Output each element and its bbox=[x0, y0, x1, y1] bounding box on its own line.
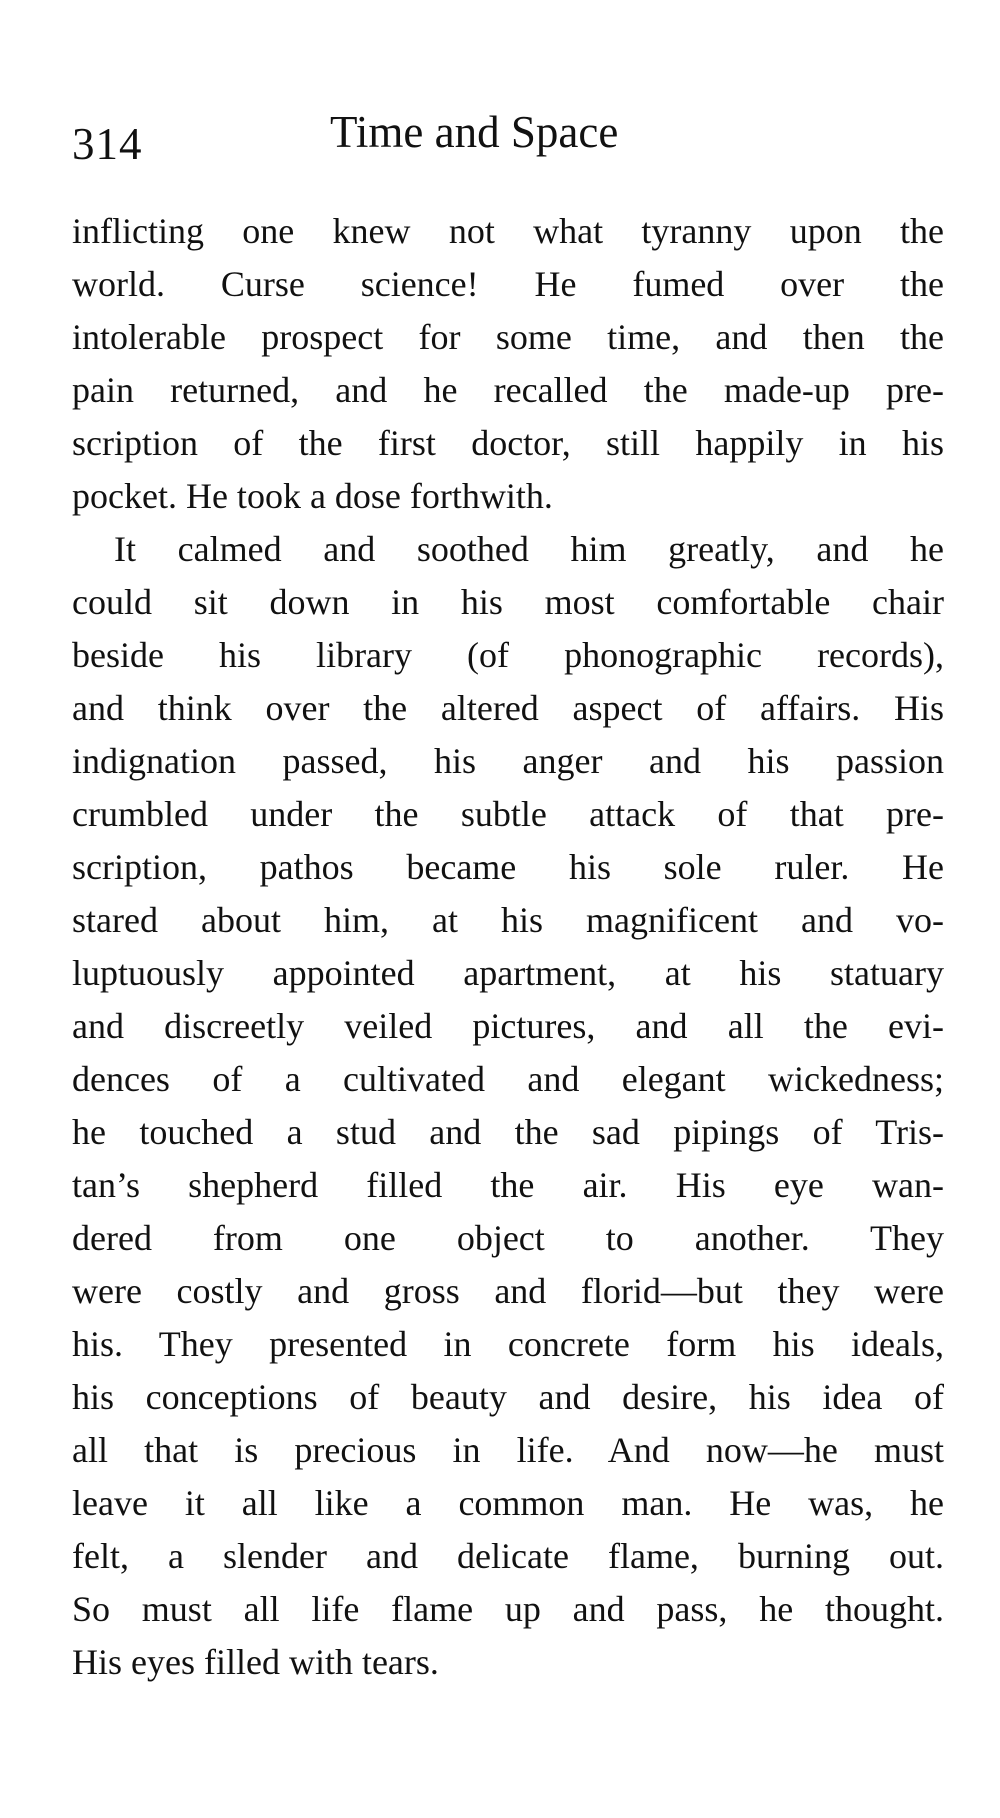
text-line: crumbled under the subtle attack of that pre- bbox=[72, 794, 944, 834]
text-line: dered from one object to another. They bbox=[72, 1218, 944, 1258]
text-line: It calmed and soothed him greatly, and he bbox=[114, 529, 944, 569]
text-line: felt, a slender and delicate flame, burning out. bbox=[72, 1536, 944, 1576]
text-line: inflicting one knew not what tyranny upon the bbox=[72, 211, 944, 251]
text-line: could sit down in his most comfortable chair bbox=[72, 582, 944, 622]
body-text bbox=[72, 205, 944, 1689]
text-line: intolerable prospect for some time, and then the bbox=[72, 317, 944, 357]
text-line: His eyes filled with tears. bbox=[72, 1642, 439, 1682]
text-line: pocket. He took a dose forthwith. bbox=[72, 476, 553, 516]
text-line: beside his library (of phonographic records), bbox=[72, 635, 944, 675]
text-line: and think over the altered aspect of affairs. His bbox=[72, 688, 944, 728]
text-line: and discreetly veiled pictures, and all the evi- bbox=[72, 1006, 944, 1046]
text-line: scription of the first doctor, still happily in his bbox=[72, 423, 944, 463]
text-line: pain returned, and he recalled the made-up pre- bbox=[72, 370, 944, 410]
text-line: dences of a cultivated and elegant wickedness; bbox=[72, 1059, 944, 1099]
text-line: were costly and gross and florid—but they were bbox=[72, 1271, 944, 1311]
text-line: indignation passed, his anger and his passion bbox=[72, 741, 944, 781]
paragraph-1 bbox=[72, 205, 944, 523]
text-line: he touched a stud and the sad pipings of Tris- bbox=[72, 1112, 944, 1152]
paragraph-2 bbox=[72, 523, 944, 1689]
running-title: Time and Space bbox=[330, 107, 619, 157]
text-line: tan’s shepherd filled the air. His eye wan- bbox=[72, 1165, 944, 1205]
text-line: world. Curse science! He fumed over the bbox=[72, 264, 944, 304]
text-line: scription, pathos became his sole ruler. He bbox=[72, 847, 944, 887]
text-line: his. They presented in concrete form his ideals, bbox=[72, 1324, 944, 1364]
text-line: leave it all like a common man. He was, he bbox=[72, 1483, 944, 1523]
running-head bbox=[72, 100, 942, 170]
page-number: 314 bbox=[72, 119, 143, 169]
text-line: his conceptions of beauty and desire, his idea of bbox=[72, 1377, 944, 1417]
text-line: So must all life flame up and pass, he thought. bbox=[72, 1589, 944, 1629]
text-line: luptuously appointed apartment, at his statuary bbox=[72, 953, 944, 993]
text-line: all that is precious in life. And now—he must bbox=[72, 1430, 944, 1470]
text-line: stared about him, at his magnificent and vo- bbox=[72, 900, 944, 940]
